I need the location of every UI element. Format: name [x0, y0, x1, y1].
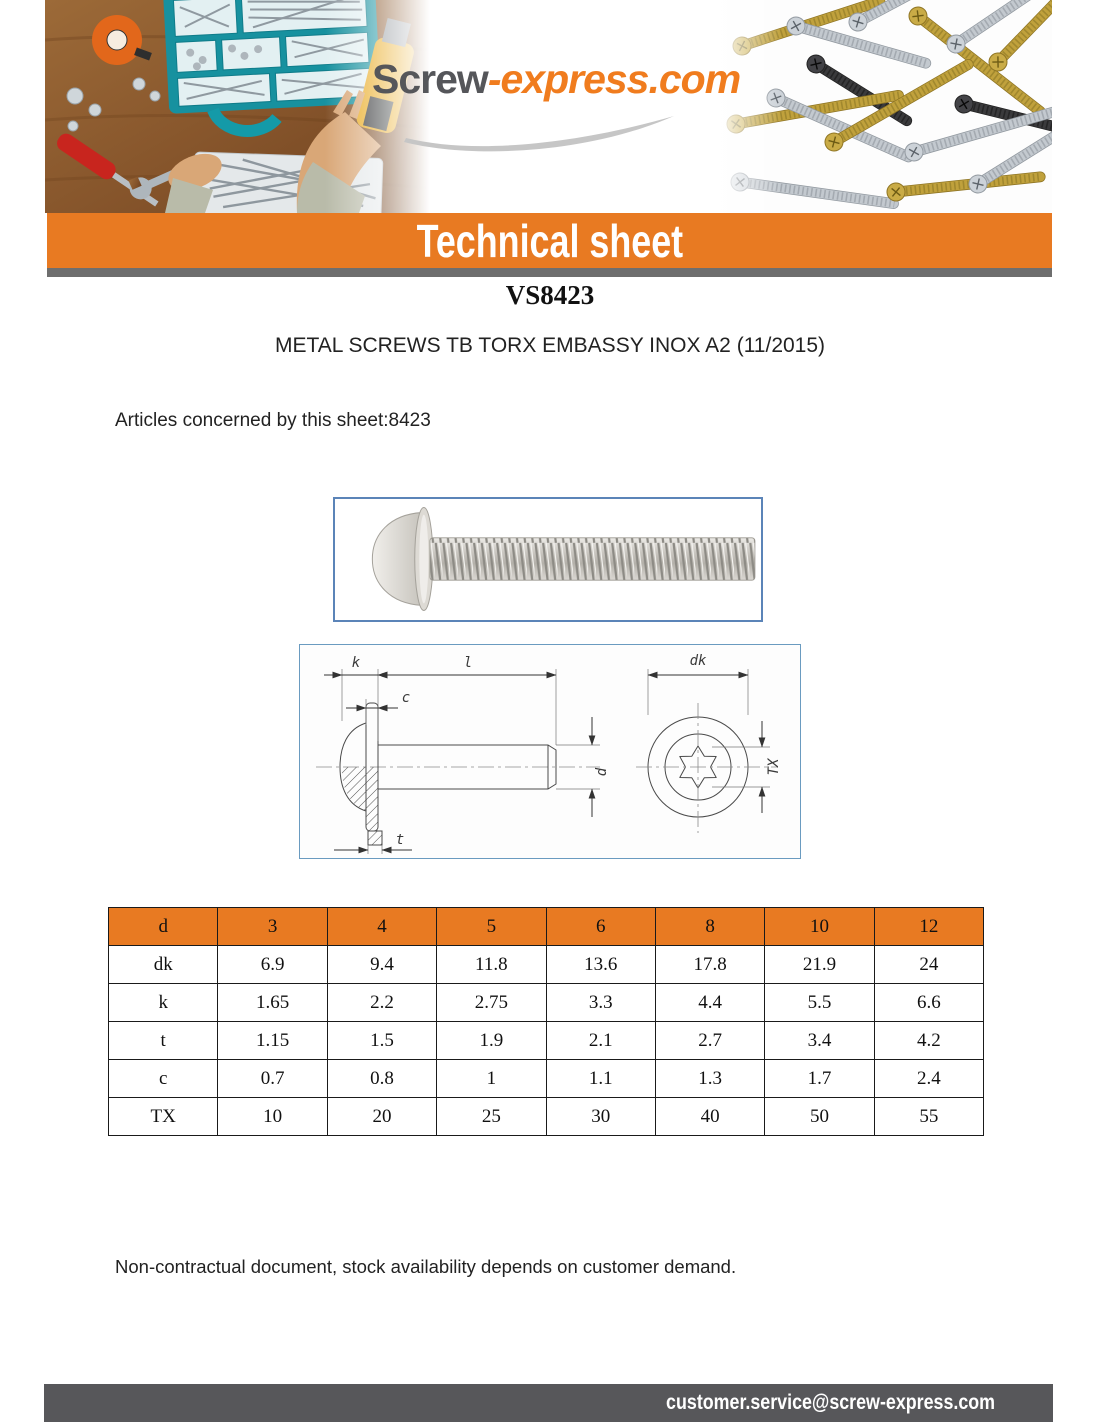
table-cell: 6.9	[218, 946, 327, 984]
table-cell: 21.9	[765, 946, 874, 984]
table-header-cell: 3	[218, 908, 327, 946]
dimensions-table-head	[109, 908, 984, 946]
table-row-label: k	[109, 984, 218, 1022]
dim-label-t: t	[395, 832, 405, 848]
table-cell: 0.7	[218, 1060, 327, 1098]
table-cell: 1.65	[218, 984, 327, 1022]
brand-logo	[372, 56, 741, 174]
table-row-label: t	[109, 1022, 218, 1060]
table-cell: 25	[437, 1098, 546, 1136]
table-cell: 1.1	[546, 1060, 655, 1098]
screws-pile-photo	[712, 0, 1052, 213]
product-photo-frame	[333, 497, 763, 622]
table-row-label: dk	[109, 946, 218, 984]
table-cell: 5.5	[765, 984, 874, 1022]
table-row	[109, 1098, 984, 1136]
dim-label-l: l	[463, 655, 473, 671]
table-cell: 50	[765, 1098, 874, 1136]
dim-label-d: d	[594, 767, 610, 777]
disclaimer-note: Non-contractual document, stock availability depends on customer demand.	[115, 1256, 737, 1277]
table-row	[109, 984, 984, 1022]
table-cell: 11.8	[437, 946, 546, 984]
table-cell: 3.3	[546, 984, 655, 1022]
table-cell: 2.7	[655, 1022, 764, 1060]
table-header-cell: d	[109, 908, 218, 946]
brand-name	[372, 56, 741, 103]
table-header-cell: 8	[655, 908, 764, 946]
screw-product-photo	[335, 499, 761, 620]
table-cell: 24	[874, 946, 983, 984]
banner-underline	[47, 268, 1052, 277]
table-cell: 2.2	[327, 984, 436, 1022]
table-cell: 20	[327, 1098, 436, 1136]
banner-title: Technical sheet	[416, 214, 683, 267]
table-cell: 1.7	[765, 1060, 874, 1098]
table-header-cell: 6	[546, 908, 655, 946]
dim-label-dk: dk	[689, 653, 707, 669]
technical-sheet-banner	[47, 213, 1052, 268]
table-cell: 0.8	[327, 1060, 436, 1098]
document-title: METAL SCREWS TB TORX EMBASSY INOX A2 (11/2015)	[274, 334, 826, 357]
table-cell: 30	[546, 1098, 655, 1136]
table-cell: 2.1	[546, 1022, 655, 1060]
contact-email[interactable]: customer.service@screw-express.com	[666, 1391, 995, 1414]
table-cell: 6.6	[874, 984, 983, 1022]
dim-label-tx: TX	[766, 758, 782, 776]
table-cell: 1.5	[327, 1022, 436, 1060]
footer-bar	[44, 1384, 1053, 1422]
table-cell: 3.4	[765, 1022, 874, 1060]
table-row-label: TX	[109, 1098, 218, 1136]
brand-name-primary: Screw	[372, 56, 488, 102]
table-cell: 13.6	[546, 946, 655, 984]
table-header-cell: 4	[327, 908, 436, 946]
table-cell: 2.75	[437, 984, 546, 1022]
table-header-cell: 5	[437, 908, 546, 946]
table-cell: 55	[874, 1098, 983, 1136]
table-row	[109, 1060, 984, 1098]
table-cell: 1.15	[218, 1022, 327, 1060]
logo-swoosh	[400, 112, 680, 152]
table-cell: 2.4	[874, 1060, 983, 1098]
technical-drawing	[300, 645, 800, 858]
articles-line: Articles concerned by this sheet:8423	[115, 410, 431, 431]
table-cell: 17.8	[655, 946, 764, 984]
document-code: VS8423	[505, 280, 595, 310]
table-cell: 1.3	[655, 1060, 764, 1098]
technical-drawing-frame	[299, 644, 801, 859]
table-header-cell: 12	[874, 908, 983, 946]
table-cell: 9.4	[327, 946, 436, 984]
table-cell: 40	[655, 1098, 764, 1136]
table-cell: 1.9	[437, 1022, 546, 1060]
brand-name-secondary: -express.com	[487, 56, 741, 102]
table-row-label: c	[109, 1060, 218, 1098]
table-row	[109, 946, 984, 984]
dim-label-k: k	[351, 655, 361, 671]
dim-label-c: c	[401, 690, 411, 706]
dimensions-table-body	[109, 946, 984, 1136]
table-cell: 10	[218, 1098, 327, 1136]
table-cell: 4.2	[874, 1022, 983, 1060]
table-header-cell: 10	[765, 908, 874, 946]
table-cell: 1	[437, 1060, 546, 1098]
dimensions-table	[108, 907, 984, 1136]
table-row	[109, 1022, 984, 1060]
table-cell: 4.4	[655, 984, 764, 1022]
